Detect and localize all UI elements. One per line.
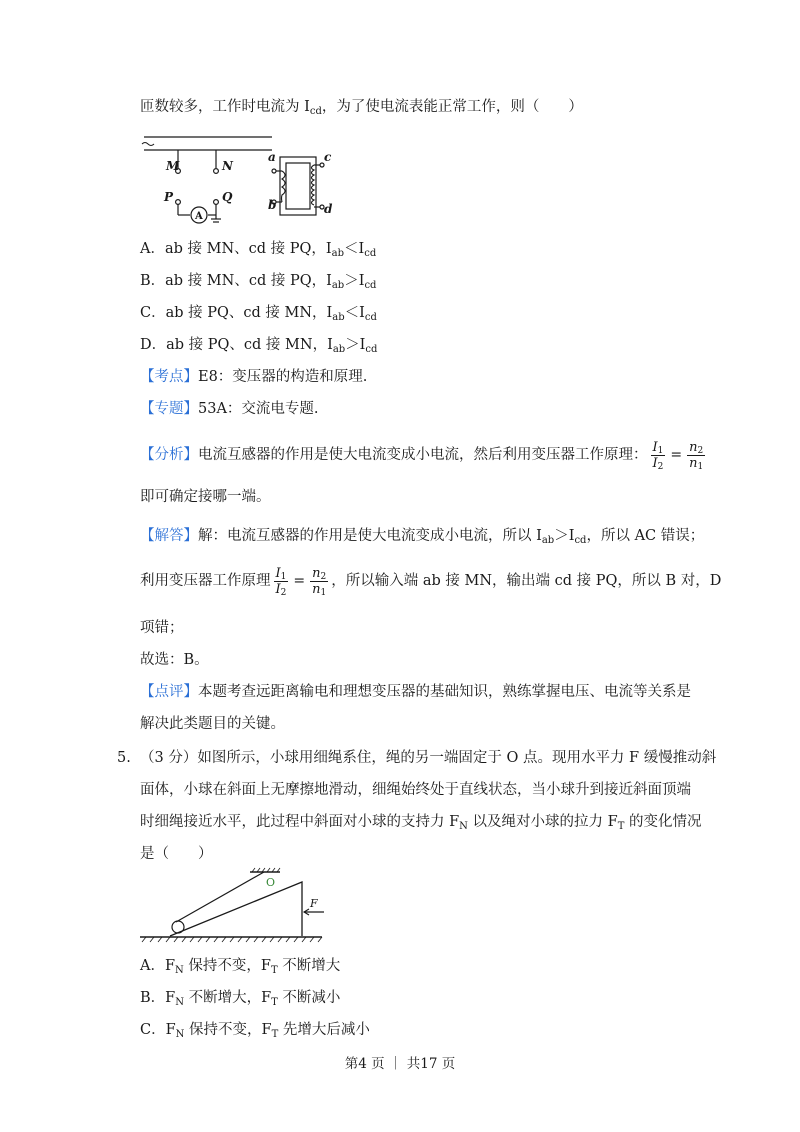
label-F: F: [310, 897, 318, 910]
jieda-line-3: 项错；: [140, 620, 184, 636]
ratio-formula-current-2: $\frac{I_1}{I_2}$: [275, 565, 287, 598]
q5-option-a[interactable]: A．$F_N$ 保持不变，$F_T$ 不断增大: [140, 958, 341, 976]
dianping-tag: 【点评】: [140, 684, 198, 700]
ratio-formula-turns-2: $\frac{n_2}{n_1}$: [312, 565, 327, 598]
page-footer: 第4 页 ｜ 共17 页: [344, 1056, 456, 1072]
q4-stem-tail: 匝数较多，工作时电流为 $I_{cd}$，为了使电流表能正常工作，则（ ）: [140, 99, 583, 117]
dianping-line: 【点评】本题考查远距离输电和理想变压器的基础知识，熟练掌握电压、电流等关系是: [140, 684, 691, 700]
q5-stem-1: （3 分）如图所示，小球用细绳系住，绳的另一端固定于 O 点。现用水平力 F 缓慢推动斜: [140, 750, 717, 766]
label-Q: Q: [222, 190, 233, 204]
jieda-line: 【解答】解：电流互感器的作用是使大电流变成小电流，所以 $I_{ab}>I_{cd}$，所以 AC 错误；: [140, 528, 705, 546]
kaodian-tag: 【考点】: [140, 369, 198, 385]
label-N: N: [222, 159, 233, 173]
q5-number: 5.: [117, 750, 131, 766]
ratio-formula-turns: $\frac{n_2}{n_1}$: [689, 439, 704, 472]
label-M: M: [166, 159, 180, 173]
q4-option-d[interactable]: D．ab 接 PQ、cd 接 MN，$I_{ab}>I_{cd}$: [140, 337, 378, 355]
label-a: a: [268, 150, 276, 164]
ammeter-label: A: [195, 211, 203, 222]
q4-circuit-figure: [138, 135, 338, 225]
q4-option-a[interactable]: A．ab 接 MN、cd 接 PQ，$I_{ab}<I_{cd}$: [140, 241, 377, 259]
label-P: P: [164, 190, 174, 204]
zhuanti-line: 【专题】53A：交流电专题.: [140, 401, 319, 417]
q5-option-c[interactable]: C．$F_N$ 保持不变，$F_T$ 先增大后减小: [140, 1022, 370, 1040]
ratio-formula-current: $\frac{I_1}{I_2}$: [652, 439, 664, 472]
zhuanti-tag: 【专题】: [140, 401, 198, 417]
kaodian-line: 【考点】E8：变压器的构造和原理.: [140, 369, 368, 385]
jieda-line-2: 利用变压器工作原理 $\frac{I_1}{I_2}$ = $\frac{n_2}{n_1}$ ，所以输入端 ab 接 MN，输出端 cd 接 PQ，所以 B 对，D: [140, 565, 722, 598]
answer-line: 故选：B。: [140, 652, 209, 668]
fenxi-line: 【分析】电流互感器的作用是使大电流变成小电流，然后利用变压器工作原理： $\frac{I_1}{I_2}$ = $\frac{n_2}{n_1}$: [140, 439, 704, 472]
q4-option-b[interactable]: B．ab 接 MN、cd 接 PQ，$I_{ab}>I_{cd}$: [140, 273, 377, 291]
q5-option-b[interactable]: B．$F_N$ 不断增大，$F_T$ 不断减小: [140, 990, 341, 1008]
q5-stem-2: 面体，小球在斜面上无摩擦地滑动，细绳始终处于直线状态，当小球升到接近斜面顶端: [140, 782, 691, 798]
label-d: d: [324, 202, 333, 216]
fenxi-continue: 即可确定接哪一端。: [140, 489, 271, 505]
q5-stem-3: 时细绳接近水平，此过程中斜面对小球的支持力 $F_N$ 以及绳对小球的拉力 $F_T$ 的变化情况: [140, 814, 702, 832]
fenxi-tag: 【分析】: [140, 447, 198, 463]
dianping-continue: 解决此类题目的关键。: [140, 716, 285, 732]
label-O: O: [266, 876, 276, 889]
label-b: b: [268, 198, 277, 212]
q5-incline-figure: [140, 866, 330, 944]
label-c: c: [324, 150, 332, 164]
q5-stem-4: 是（ ）: [140, 846, 213, 862]
q4-option-c[interactable]: C．ab 接 PQ、cd 接 MN，$I_{ab}<I_{cd}$: [140, 305, 377, 323]
jieda-tag: 【解答】: [140, 528, 198, 544]
